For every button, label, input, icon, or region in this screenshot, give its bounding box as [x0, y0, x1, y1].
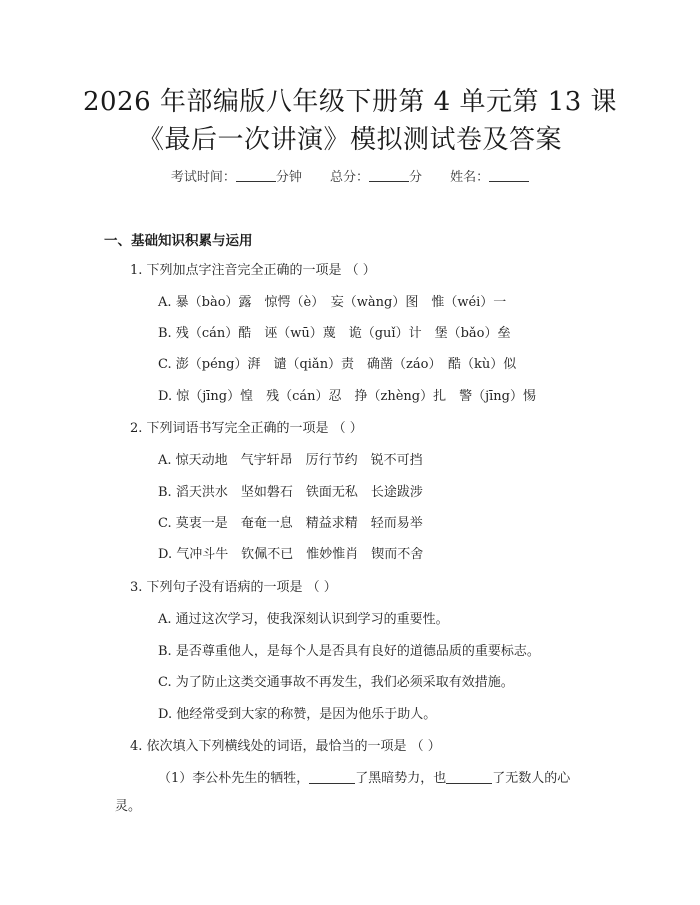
time-blank	[236, 167, 276, 182]
option-a: A. 通过这次学习，使我深刻认识到学习的重要性。	[158, 612, 449, 627]
option-d: D. 他经常受到大家的称赞，是因为他乐于助人。	[158, 707, 437, 722]
time-unit: 分钟	[275, 170, 302, 185]
fill-blank-2	[446, 769, 492, 784]
option-b: B. 残（cán）酷 诬（wū）蔑 诡（guǐ）计 堡（bǎo）垒	[158, 326, 511, 341]
name-label: 姓名：	[450, 170, 490, 185]
fill-sentence-continued: 灵。	[115, 799, 142, 814]
option-c: C. 莫衷一是 奄奄一息 精益求精 轻而易举	[158, 516, 423, 531]
score-blank	[369, 167, 409, 182]
option-a: A. 惊天动地 气宇轩昂 厉行节约 锐不可挡	[158, 453, 423, 468]
fill-part-1: （1）李公朴先生的牺牲，	[158, 771, 310, 786]
fill-sentence	[158, 769, 570, 789]
fill-part-2: 了黑暗势力，也	[355, 771, 447, 786]
question-stem: 2. 下列词语书写完全正确的一项是 （ ）	[130, 421, 363, 436]
fill-blank-1	[309, 769, 355, 784]
exam-score	[330, 170, 426, 185]
time-label: 考试时间：	[170, 170, 236, 185]
question-stem: 1. 下列加点字注音完全正确的一项是 （ ）	[130, 263, 376, 278]
score-unit: 分	[409, 170, 423, 185]
option-d: D. 气冲斗牛 钦佩不已 惟妙惟肖 锲而不舍	[158, 547, 424, 562]
title-line-1: 2026 年部编版八年级下册第 4 单元第 13 课	[82, 87, 618, 117]
section-heading: 一、基础知识积累与运用	[104, 233, 253, 249]
question-stem: 3. 下列句子没有语病的一项是 （ ）	[130, 580, 337, 595]
option-b: B. 滔天洪水 坚如磐石 铁面无私 长途跋涉	[158, 485, 423, 500]
option-d: D. 惊（jīng）惶 残（cán）忍 挣（zhèng）扎 警（jīng）惕	[158, 389, 537, 404]
option-a: A. 暴（bào）露 惊愕（è） 妄（wàng）图 惟（wéi）一	[158, 295, 507, 310]
option-c: C. 为了防止这类交通事故不再发生，我们必须采取有效措施。	[158, 675, 514, 690]
score-label: 总分：	[329, 170, 369, 185]
fill-part-3: 了无数人的心	[492, 771, 571, 786]
name-blank	[489, 167, 529, 182]
title-line-2: 《最后一次讲演》模拟测试卷及答案	[137, 125, 562, 155]
exam-name	[450, 170, 529, 185]
question-stem: 4. 依次填入下列横线处的词语，最恰当的一项是 （ ）	[130, 739, 441, 754]
exam-time	[171, 170, 306, 185]
option-c: C. 澎（péng）湃 谴（qiǎn）责 确凿（záo） 酷（kù）似	[158, 357, 517, 372]
option-b: B. 是否尊重他人，是每个人是否具有良好的道德品质的重要标志。	[158, 644, 540, 659]
exam-info	[0, 166, 700, 190]
